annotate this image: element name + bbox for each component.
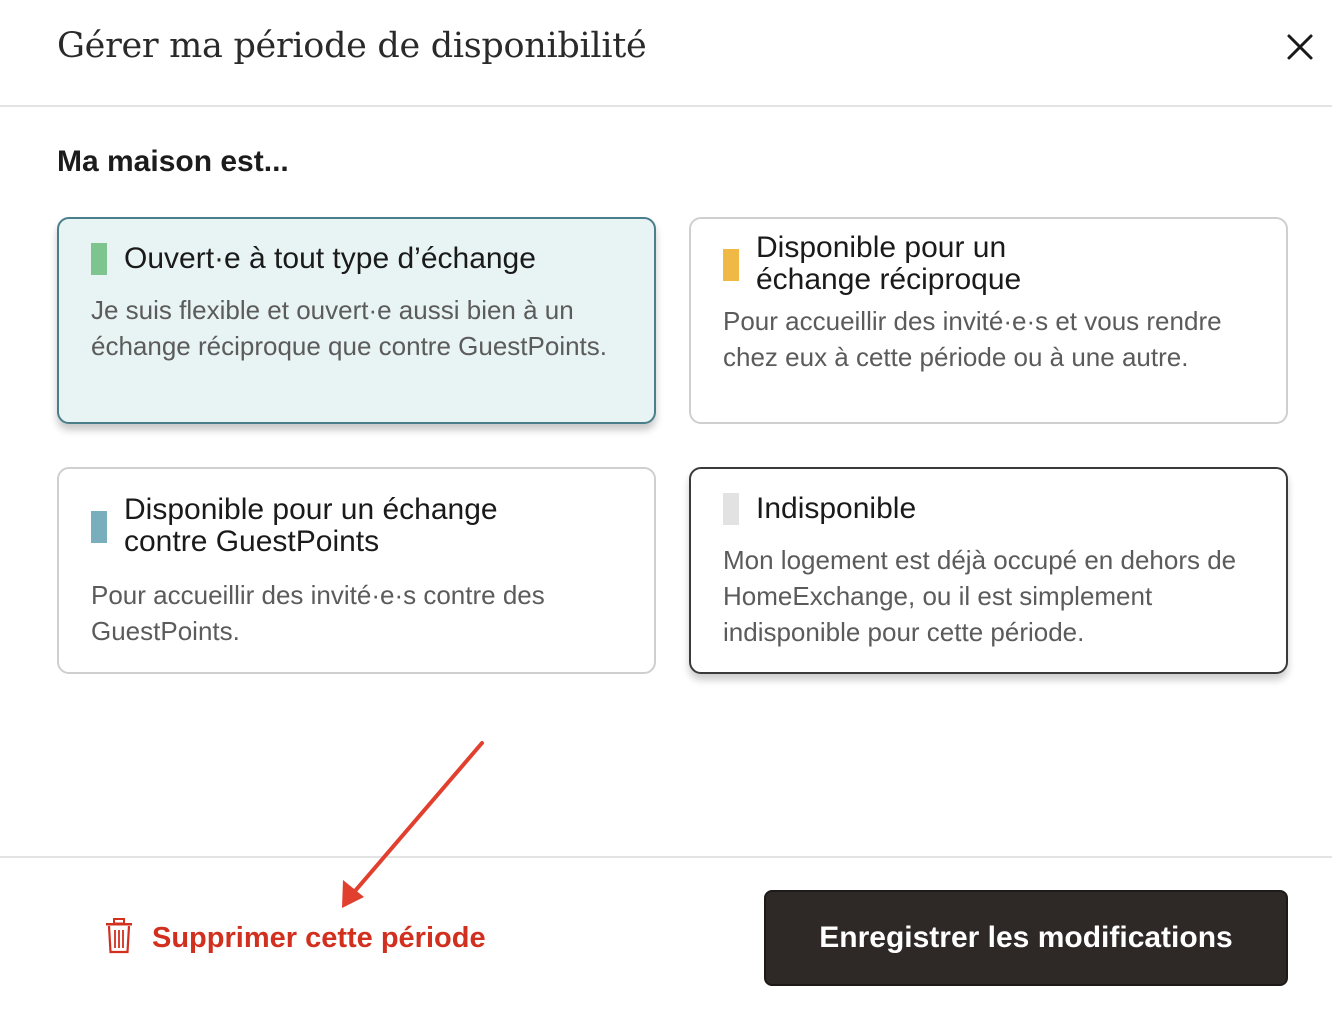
status-swatch-grey — [723, 493, 739, 525]
option-description: Mon logement est déjà occupé en dehors de HomeExchange, ou il est simplement indisponible pour cette période. — [723, 545, 1237, 647]
status-swatch-blue — [91, 511, 107, 543]
delete-period-label: Supprimer cette période — [152, 922, 486, 954]
option-title: Disponible pour un échange réciproque — [756, 231, 1022, 296]
section-title: Ma maison est... — [57, 145, 289, 178]
option-description: Pour accueillir des invité·e·s contre des GuestPoints. — [91, 580, 545, 646]
close-icon[interactable] — [1283, 30, 1317, 64]
option-title: Ouvert·e à tout type d’échange — [124, 242, 536, 275]
option-unavailable[interactable] — [689, 467, 1288, 674]
option-reciprocal[interactable] — [689, 217, 1288, 424]
footer-divider — [0, 856, 1332, 858]
delete-period-button[interactable] — [104, 918, 486, 959]
status-swatch-yellow — [723, 249, 739, 281]
option-guestpoints[interactable] — [57, 467, 656, 674]
option-description: Pour accueillir des invité·e·s et vous rendre chez eux à cette période ou à une autre. — [723, 306, 1222, 372]
option-title: Indisponible — [756, 492, 917, 525]
modal-title: Gérer ma période de disponibilité — [57, 26, 647, 66]
option-open-all[interactable] — [57, 217, 656, 424]
modal-header — [0, 0, 1332, 107]
trash-icon — [104, 918, 134, 959]
status-swatch-green — [91, 243, 107, 275]
option-title: Disponible pour un échange contre GuestPoints — [124, 493, 498, 558]
option-description: Je suis flexible et ouvert·e aussi bien à un échange réciproque que contre GuestPoints. — [91, 295, 608, 361]
save-changes-button[interactable]: Enregistrer les modifications — [764, 890, 1288, 986]
